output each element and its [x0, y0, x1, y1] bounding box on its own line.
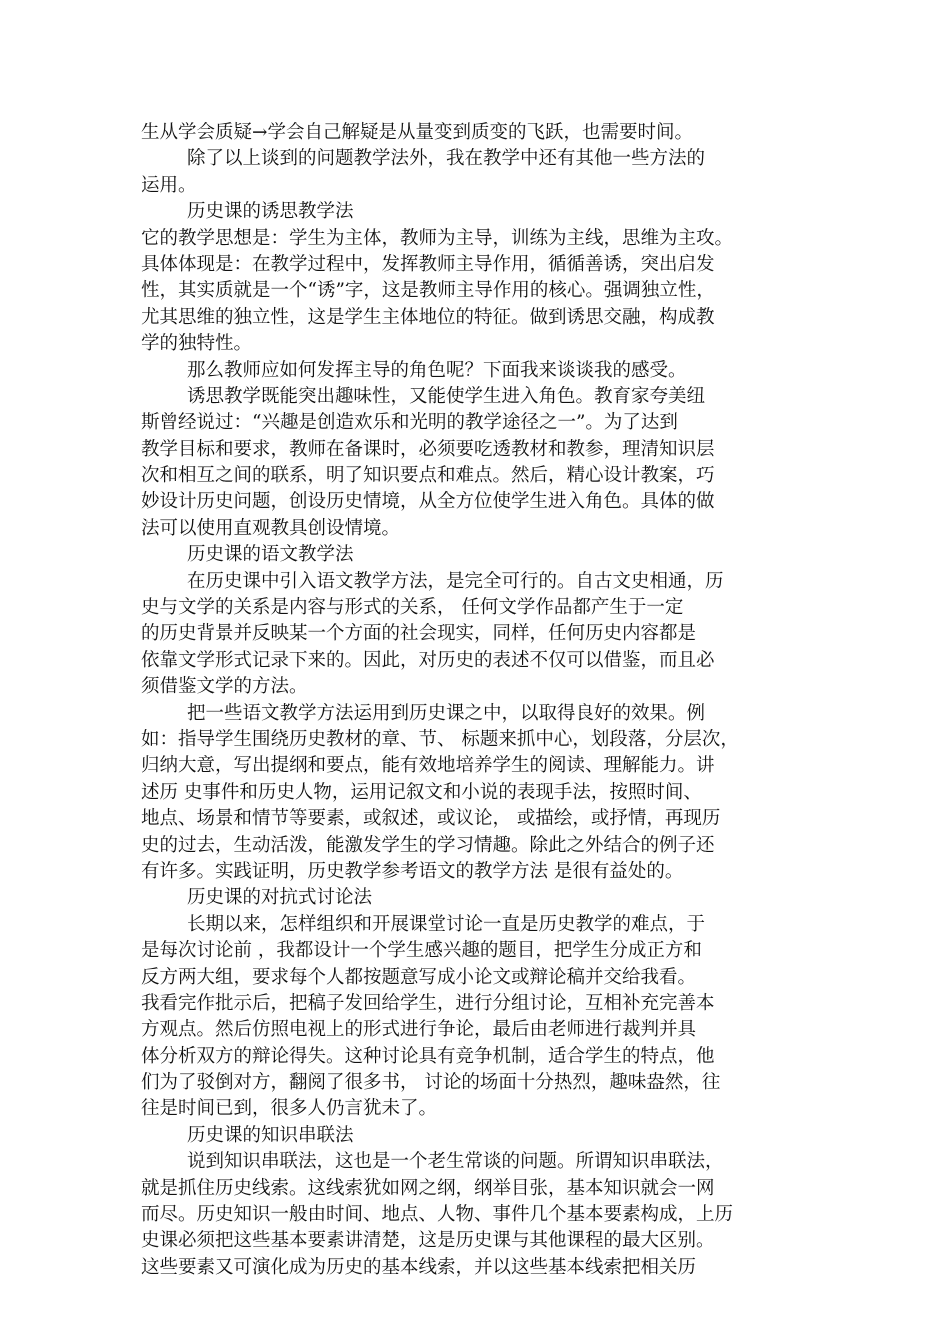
text-line: 如：指导学生围绕历史教材的章、节、 标题来抓中心，划段落，分层次，	[141, 728, 739, 750]
text-line: 地点、场景和情节等要素，或叙述，或议论， 或描绘，或抒情，再现历	[141, 808, 721, 830]
text-line: 述历 史事件和历史人物，运用记叙文和小说的表现手法，按照时间、	[141, 781, 702, 803]
text-line: 史与文学的关系是内容与形式的关系， 任何文学作品都产生于一定	[141, 597, 684, 619]
text-line: 们为了驳倒对方，翻阅了很多书， 讨论的场面十分热烈，趣味盎然，往	[141, 1072, 721, 1094]
text-line: 历史课的知识串联法	[187, 1124, 354, 1146]
text-line: 它的教学思想是：学生为主体，教师为主导，训练为主线，思维为主攻。	[141, 227, 734, 249]
text-line: 把一些语文教学方法运用到历史课之中，以取得良好的效果。例	[187, 702, 706, 724]
text-line: 历史课的诱思教学法	[187, 201, 354, 223]
text-line: 史课必须把这些基本要素讲清楚，这是历史课与其他课程的最大区别。	[141, 1230, 715, 1252]
text-line: 除了以上谈到的问题教学法外，我在教学中还有其他一些方法的	[187, 148, 706, 170]
text-line: 而尽。历史知识一般由时间、地点、人物、事件几个基本要素构成，上历	[141, 1204, 734, 1226]
text-line: 性，其实质就是一个“诱”字，这是教师主导作用的核心。强调独立性，	[141, 280, 715, 302]
text-line: 斯曾经说过：“兴趣是创造欢乐和光明的教学途径之一”。为了达到	[141, 412, 678, 434]
text-line: 这些要素又可演化成为历史的基本线索，并以这些基本线索把相关历	[141, 1256, 697, 1278]
text-line: 的历史背景并反映某一个方面的社会现实，同样，任何历史内容都是	[141, 623, 697, 645]
text-line: 须借鉴文学的方法。	[141, 676, 308, 698]
text-line: 具体体现是：在教学过程中，发挥教师主导作用，循循善诱，突出启发	[141, 253, 715, 275]
text-line: 尤其思维的独立性，这是学生主体地位的特征。做到诱思交融，构成教	[141, 306, 715, 328]
text-line: 法可以使用直观教具创设情境。	[141, 517, 401, 539]
text-line: 生从学会质疑→学会自己解疑是从量变到质变的飞跃，也需要时间。	[141, 122, 694, 143]
text-line: 在历史课中引入语文教学方法，是完全可行的。自古文史相通，历	[187, 570, 724, 592]
text-line: 学的独特性。	[141, 333, 253, 355]
text-line: 有许多。实践证明，历史教学参考语文的教学方法 是很有益处的。	[141, 860, 684, 882]
text-line: 诱思教学既能突出趣味性，又能使学生进入角色。教育家夸美纽	[187, 385, 706, 407]
text-line: 归纳大意，写出提纲和要点，能有效地培养学生的阅读、理解能力。讲	[141, 755, 715, 777]
text-line: 教学目标和要求，教师在备课时，必须要吃透教材和教参，理清知识层	[141, 438, 715, 460]
text-line: 反方两大组，要求每个人都按题意写成小论文或辩论稿并交给我看。	[141, 966, 697, 988]
text-line: 往是时间已到，很多人仍言犹未了。	[141, 1098, 438, 1120]
text-line: 体分析双方的辩论得失。这种讨论具有竞争机制，适合学生的特点，他	[141, 1045, 715, 1067]
text-line: 那么教师应如何发挥主导的角色呢？下面我来谈谈我的感受。	[187, 359, 687, 381]
document-page	[141, 120, 813, 1281]
text-line: 方观点。然后仿照电视上的形式进行争论，最后由老师进行裁判并具	[141, 1019, 697, 1041]
text-line: 历史课的对抗式讨论法	[187, 887, 373, 909]
text-line: 就是抓住历史线索。这线索犹如网之纲，纲举目张，基本知识就会一网	[141, 1177, 715, 1199]
text-line: 是每次讨论前 ，我都设计一个学生感兴趣的题目，把学生分成正方和	[141, 940, 702, 962]
text-line: 我看完作批示后，把稿子发回给学生，进行分组讨论，互相补充完善本	[141, 992, 715, 1014]
text-line: 依靠文学形式记录下来的。因此，对历史的表述不仅可以借鉴，而且必	[141, 649, 715, 671]
text-line: 历史课的语文教学法	[187, 544, 354, 566]
text-line: 运用。	[141, 174, 197, 196]
text-line: 长期以来，怎样组织和开展课堂讨论一直是历史教学的难点，于	[187, 913, 706, 935]
text-line: 说到知识串联法，这也是一个老生常谈的问题。所谓知识串联法，	[187, 1151, 724, 1173]
text-line: 妙设计历史问题，创设历史情境，从全方位使学生进入角色。具体的做	[141, 491, 715, 513]
text-line: 次和相互之间的联系，明了知识要点和难点。然后，精心设计教案，巧	[141, 465, 715, 487]
text-line: 史的过去，生动活泼，能激发学生的学习情趣。除此之外结合的例子还	[141, 834, 715, 856]
